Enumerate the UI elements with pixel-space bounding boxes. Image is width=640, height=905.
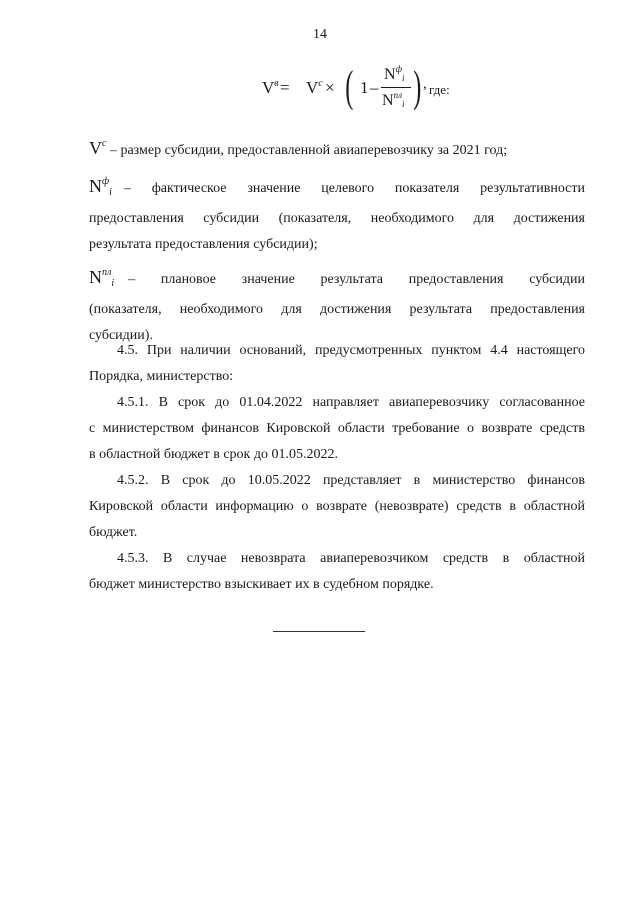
paragraph-line: 4.5.1. В срок до 01.04.2022 направляет авиаперевозчику согласованное: [117, 395, 585, 410]
formula-minus: –: [370, 78, 379, 97]
subsidy-formula: [262, 64, 502, 120]
symbol-v-subsidy: $V^с$: [89, 138, 107, 158]
definition-n-planned: [89, 260, 585, 349]
formula-one: 1: [360, 78, 369, 97]
formula-v-subsidy: $V^c$: [306, 78, 323, 97]
formula-comma: ,: [423, 76, 427, 92]
paragraph-line: Порядка, министерство:: [89, 369, 234, 384]
paragraph-line: бюджет.: [89, 525, 138, 540]
definition-text: – размер субсидии, предоставленной авиаперевозчику за 2021 год;: [109, 143, 508, 158]
definition-line: (показателя, необходимого для достижения результата предоставления: [89, 302, 585, 317]
definition-v-subsidy: [89, 131, 585, 164]
paragraph-4-5-1: [89, 390, 585, 468]
formula-fraction-bar: [381, 87, 411, 88]
paragraph-line: бюджет министерство взыскивает их в судебном порядке.: [89, 577, 434, 592]
end-divider: [273, 631, 365, 632]
paragraph-line: 4.5. При наличии оснований, предусмотренных пунктом 4.4 настоящего: [117, 343, 585, 358]
definition-line: – плановое значение результата предоставления субсидии: [128, 272, 585, 287]
formula-v-refund: $V^в$: [262, 78, 279, 97]
paragraph-4-5-2: [89, 468, 585, 546]
paragraph-line: в областной бюджет в срок до 01.05.2022.: [89, 447, 338, 462]
formula-where: где:: [429, 82, 450, 97]
page-number: 14: [313, 27, 327, 42]
definition-line: предоставления субсидии (показателя, необходимого для достижения: [89, 211, 585, 226]
formula-times: ×: [325, 78, 335, 97]
symbol-n-planned: $N^{пл}_i$: [89, 267, 115, 289]
definition-n-actual: [89, 169, 585, 258]
definition-line: – фактическое значение целевого показателя результативности: [123, 181, 585, 196]
paragraph-line: 4.5.2. В срок до 10.05.2022 представляет в министерство финансов: [117, 473, 585, 488]
paragraph-4-5-3: [89, 546, 585, 598]
definition-line: субсидии).: [89, 328, 153, 343]
paragraph-line: с министерством финансов Кировской области требование о возврате средств: [89, 421, 585, 436]
formula-open-paren: (: [345, 62, 354, 111]
paragraph-4-5: [89, 338, 585, 390]
symbol-n-actual: $N^ф_i$: [89, 176, 112, 198]
paragraph-line: 4.5.3. В случае невозврата авиаперевозчиком средств в областной: [117, 551, 585, 566]
definition-line: результата предоставления субсидии);: [89, 237, 318, 252]
formula-denominator: $N^{пл}_i$: [382, 90, 405, 109]
paragraph-line: Кировской области информацию о возврате (невозврате) средств в областной: [89, 499, 585, 514]
formula-numerator: $N^ф_i$: [384, 64, 405, 83]
formula-close-paren: ): [413, 62, 422, 111]
formula-equals: =: [280, 78, 290, 97]
